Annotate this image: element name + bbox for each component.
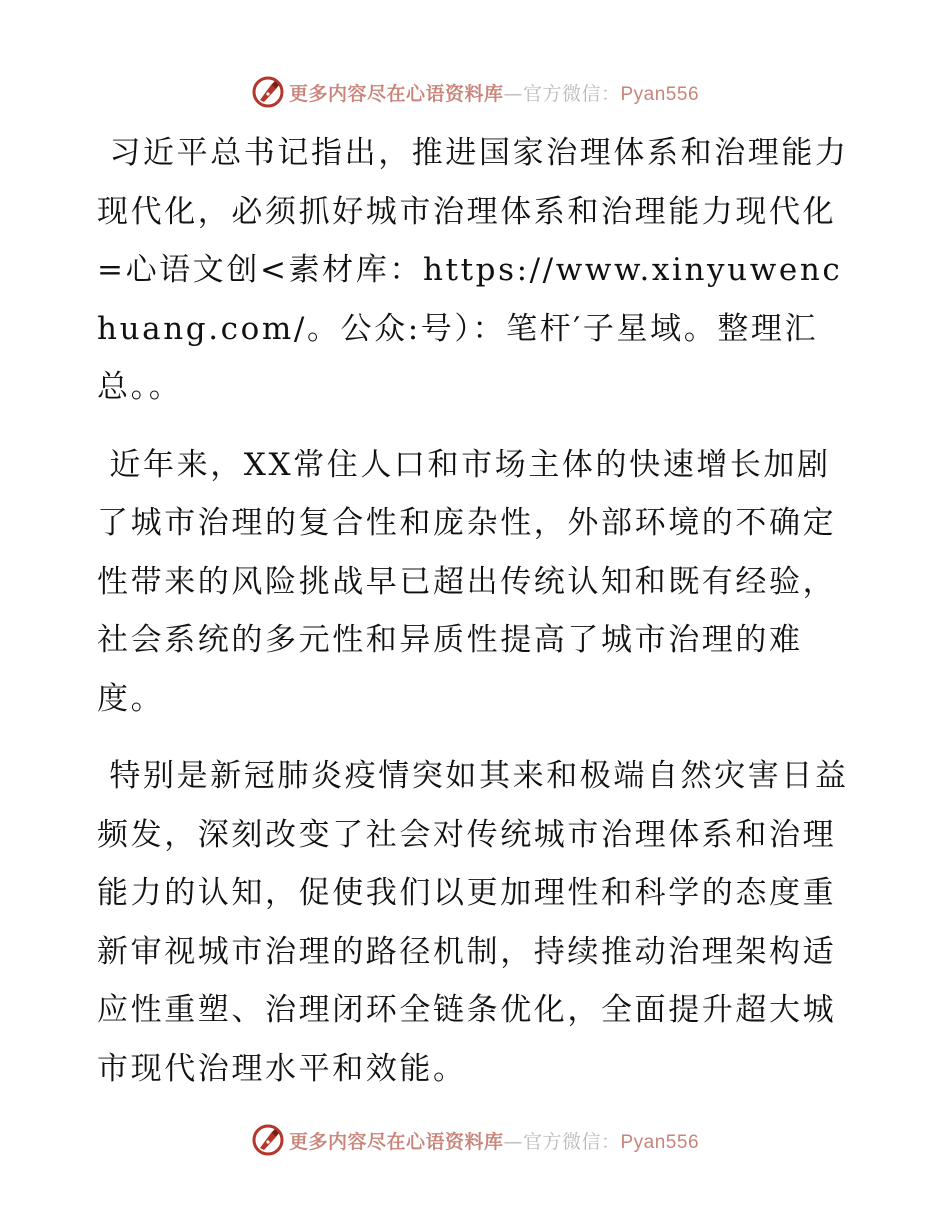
paragraph-1: 习近平总书记指出，推进国家治理体系和治理能力现代化，必须抓好城市治理体系和治理能力现代化=心语文创<素材库：https://www.xinyuwenchuang.com/。公众:号）：笔杆′子星域。整理汇总。。 (97, 135, 849, 405)
footer-banner (0, 1120, 950, 1160)
banner-wechat-label: 官方微信： (522, 1130, 621, 1153)
banner-brand-text: 更多内容尽在心语资料库 (288, 82, 504, 105)
banner-text (289, 1127, 699, 1154)
banner-separator: — (503, 1130, 523, 1153)
banner-separator: — (503, 82, 523, 105)
banner-wechat-handle: Pyan556 (620, 83, 700, 105)
document-body (97, 124, 857, 1117)
pen-nib-logo-icon (251, 1123, 285, 1157)
banner-wechat-handle: Pyan556 (620, 1131, 700, 1153)
paragraph-3: 特别是新冠肺炎疫情突如其来和极端自然灾害日益频发，深刻改变了社会对传统城市治理体系和治理能力的认知，促使我们以更加理性和科学的态度重新审视城市治理的路径机制，持续推动治理架构适应性重塑、治理闭环全链条优化，全面提升超大城市现代治理水平和效能。 (97, 758, 849, 1087)
banner-wechat-label: 官方微信： (522, 82, 621, 105)
banner-brand-text: 更多内容尽在心语资料库 (288, 1130, 504, 1153)
pen-nib-logo-icon (251, 75, 285, 109)
banner-text (289, 79, 699, 106)
paragraph-2: 近年来，XX常住人口和市场主体的快速增长加剧了城市治理的复合性和庞杂性，外部环境的不确定性带来的风险挑战早已超出传统认知和既有经验，社会系统的多元性和异质性提高了城市治理的难度。 (97, 446, 837, 717)
header-banner (0, 72, 950, 112)
